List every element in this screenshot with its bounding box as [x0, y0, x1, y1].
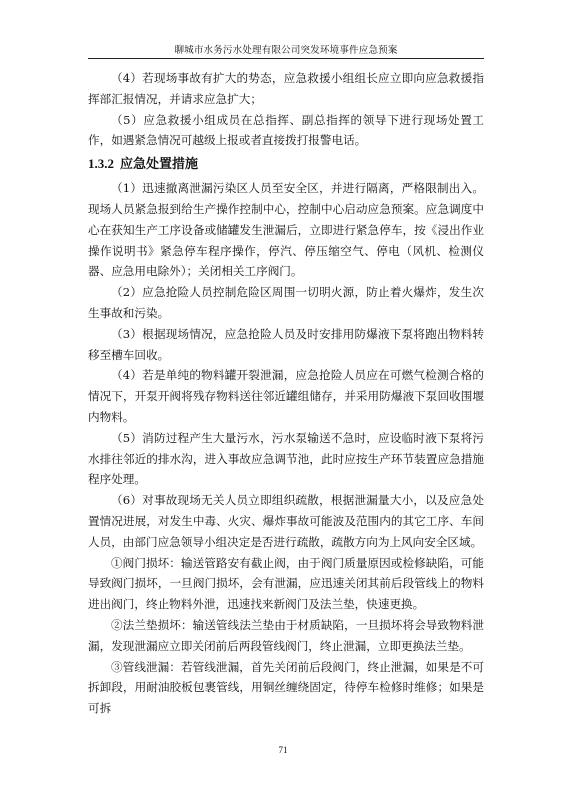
paragraph-measure-2: （2）应急抢险人员控制危险区周围一切明火源，防止着火爆炸，发生次生事故和污染。 — [88, 285, 484, 320]
paragraph-measure-1: （1）迅速撤离泄漏污染区人员至安全区，并进行隔离，严格限制出入。现场人员紧急报到给生产操作控制中心，控制中心启动应急预案。应急调度中心在获知生产工序设备或储罐发生泄漏后，立即进行紧急停车，按《浸出作业操作说明书》紧急停车程序操作，停汽、停压缩空气、停电（风机、检测仪器、应急用电除外）；关闭相关工序阀门。 — [88, 181, 484, 279]
page-number: 71 — [278, 745, 288, 755]
paragraph-pipeline-leak: ③管线泄漏：若管线泄漏，首先关闭前后段阀门，终止泄漏，如果是不可拆卸段，用耐油胶板包裹管线，用铜丝缠绕固定，待停车检修时维修；如果是可拆 — [88, 659, 484, 716]
paragraph-gasket-damage: ②法兰垫损坏：输送管线法兰垫由于材质缺陷，一旦损坏将会导致物料泄漏，发现泄漏应立即关闭前后两段管线阀门，终止泄漏，立即更换法兰垫。 — [88, 617, 484, 653]
running-header: 聊城市水务污水处理有限公司突发环境事件应急预案 — [174, 45, 398, 56]
section-number: 1.3.2 — [88, 156, 114, 172]
document-body — [88, 68, 484, 719]
paragraph-measure-4: （4）若是单纯的物料罐开裂泄漏，应急抢险人员应在可燃气检测合格的情况下，开泵开阀将残存物料送往邻近罐组储存，并采用防爆液下泵回收围堰内物料。 — [88, 368, 484, 424]
paragraph-valve-damage: ①阀门损坏：输送管路安有截止阀，由于阀门质量原因或检修缺陷，可能导致阀门损坏，一旦阀门损坏，会有泄漏，应迅速关闭其前后段管线上的物料进出阀门，终止物料外泄，迅速找来新阀门及法兰垫，快速更换。 — [88, 555, 484, 612]
section-heading — [88, 153, 484, 176]
header-rule — [88, 58, 484, 59]
paragraph-measure-5: （5）消防过程产生大量污水，污水泵输送不急时，应设临时液下泵将污水排往邻近的排水沟，进入事故应急调节池，此时应按生产环节装置应急措施程序处理。 — [88, 430, 484, 487]
paragraph-measure-3: （3）根据现场情况，应急抢险人员及时安排用防爆液下泵将跑出物料转移至槽车回收。 — [88, 326, 484, 362]
paragraph-step-5: （5）应急救援小组成员在总指挥、副总指挥的领导下进行现场处置工作，如遇紧急情况可越级上报或者直接拨打报警电话。 — [88, 112, 484, 148]
paragraph-measure-6: （6）对事故现场无关人员立即组织疏散，根据泄漏量大小，以及应急处置情况进展，对发生中毒、火灾、爆炸事故可能波及范围内的其它工序、车间人员，由部门应急领导小组决定是否进行疏散，疏散方向为上风向安全区域。 — [88, 493, 484, 549]
section-title: 应急处置措施 — [120, 157, 199, 173]
paragraph-step-4: （4）若现场事故有扩大的势态，应急救援小组组长应立即向应急救援指挥部汇报情况，并请求应急扩大； — [88, 71, 484, 106]
